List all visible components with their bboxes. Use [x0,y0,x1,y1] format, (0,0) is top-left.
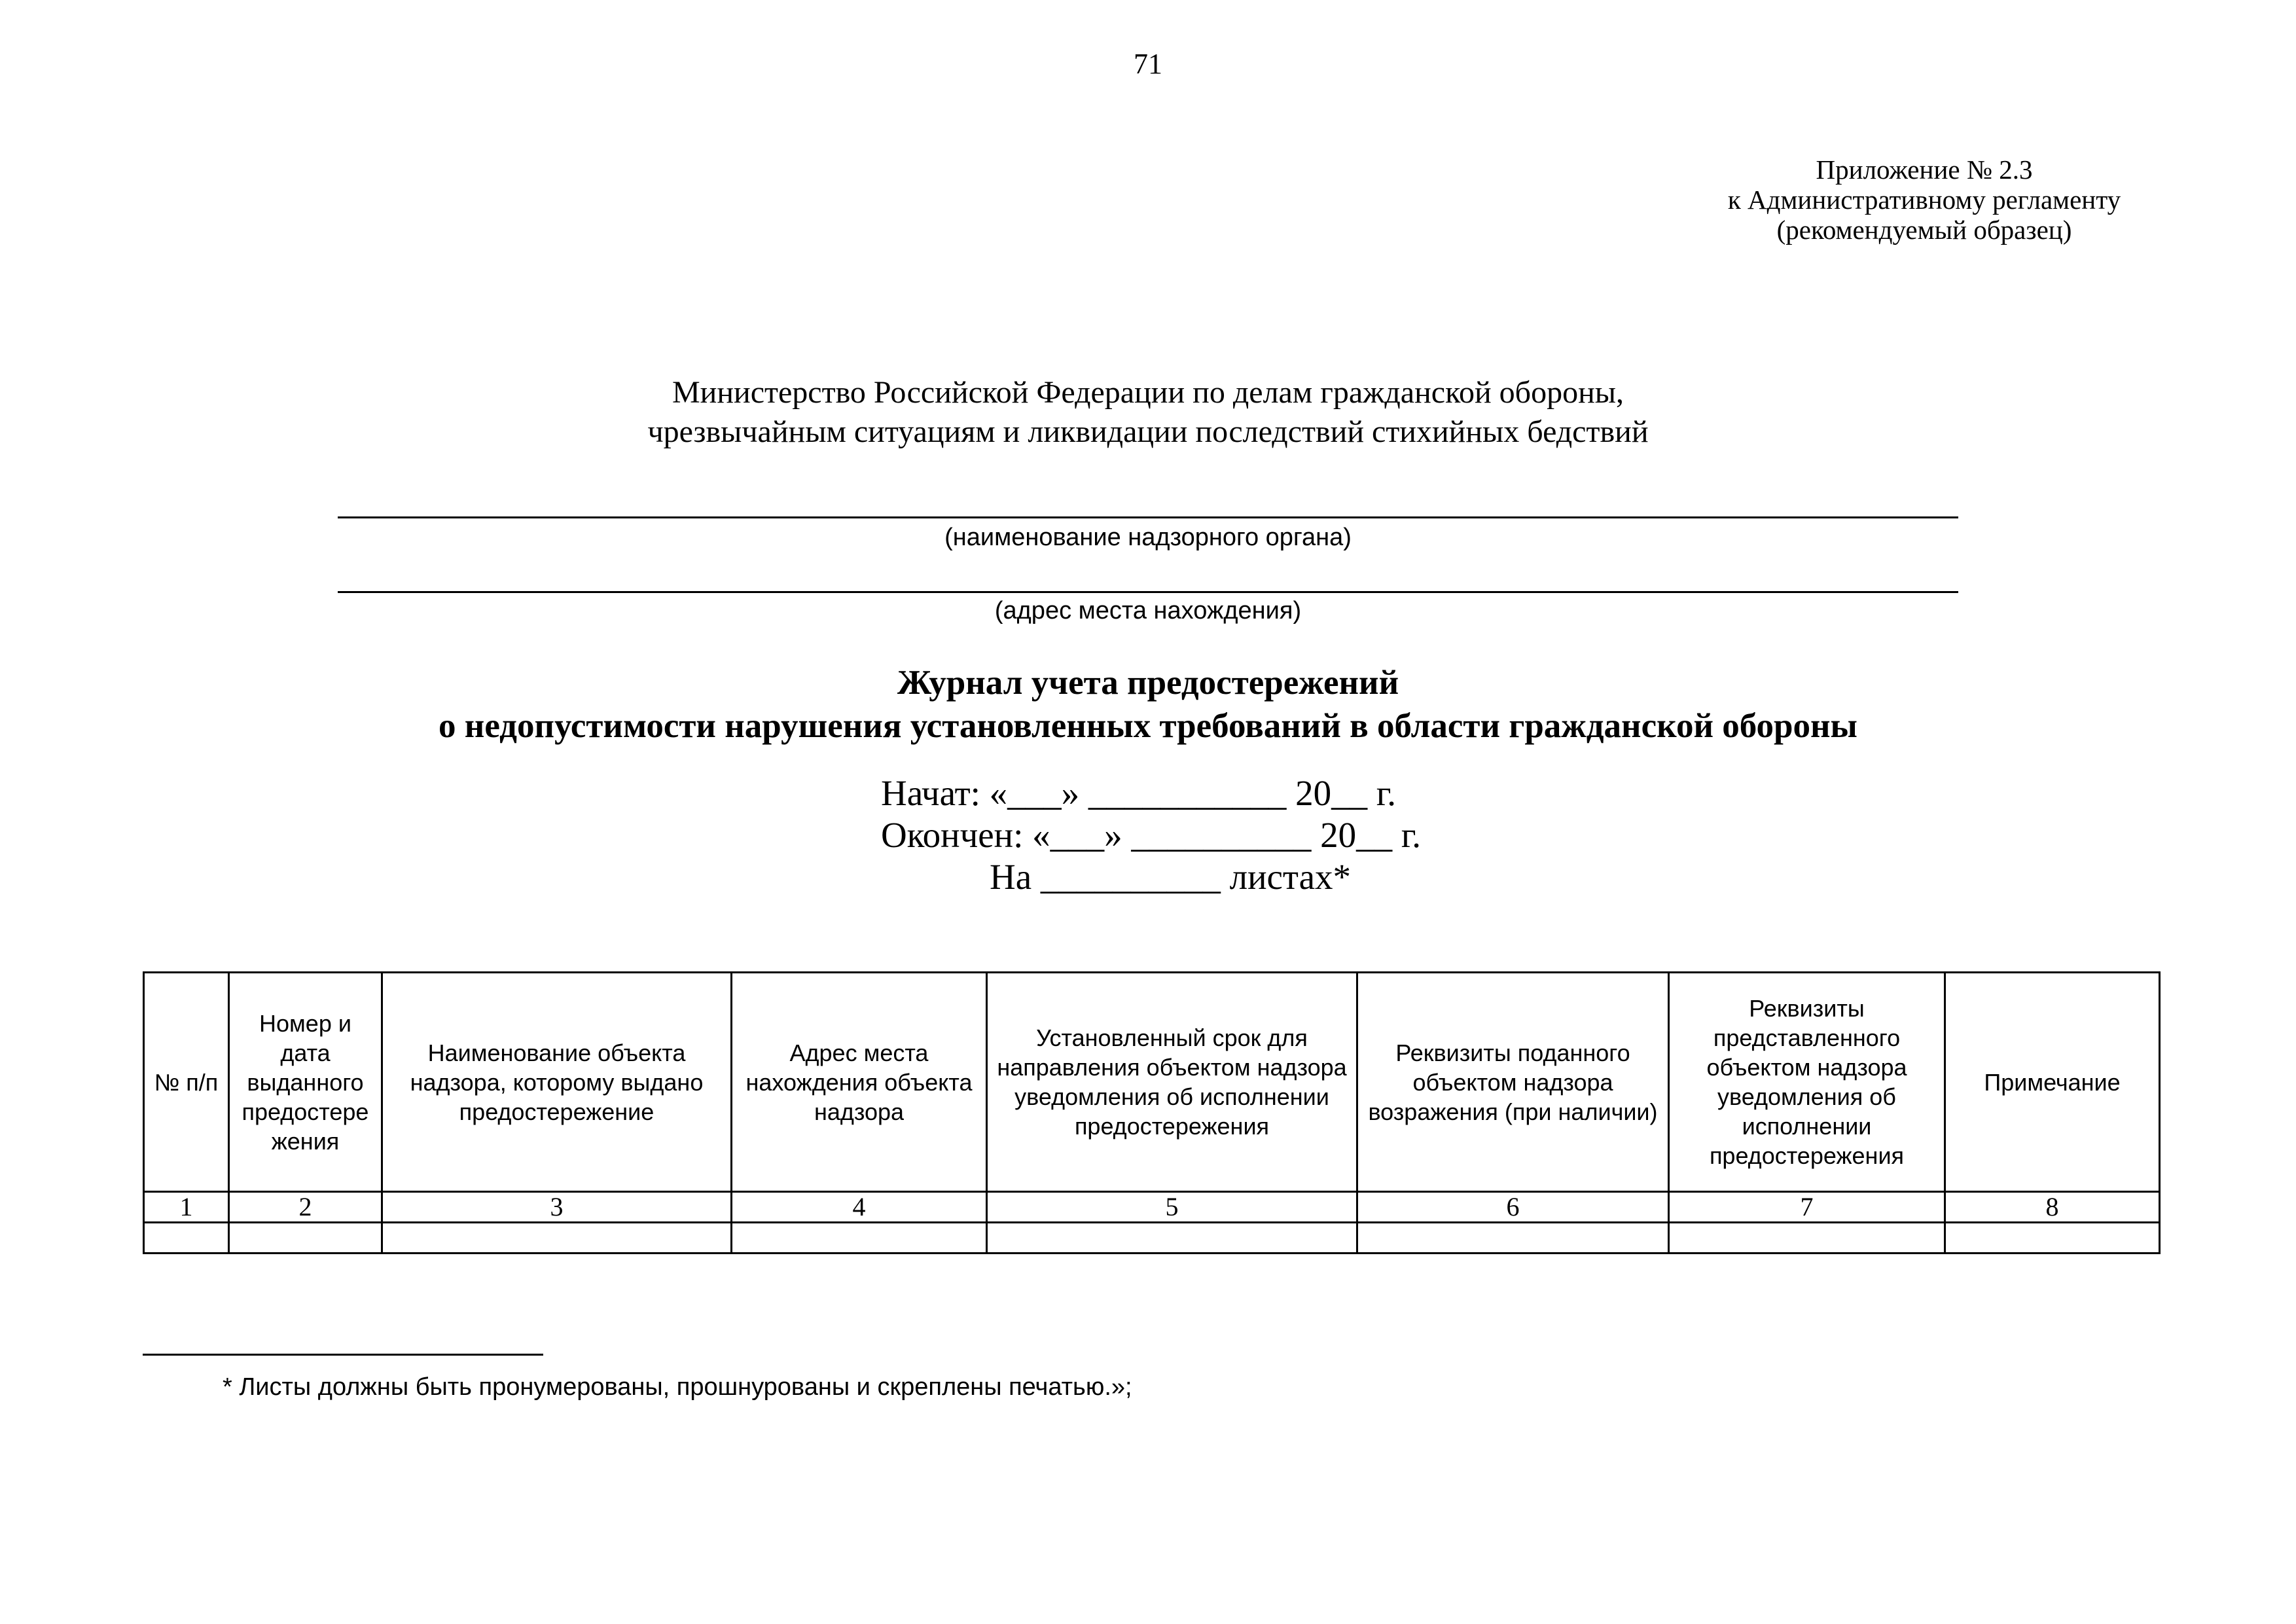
ministry-line-2: чрезвычайным ситуациям и ликвидации последствий стихийных бедствий [647,414,1649,449]
finished-date: Окончен: «___» __________ 20__ г. [881,815,1421,855]
authority-name-caption: (наименование надзорного органа) [944,524,1352,551]
journal-title [0,661,2296,748]
column-number: 2 [229,1192,382,1223]
journal-table [143,971,2161,1254]
footnote-separator [143,1354,543,1356]
column-number: 3 [382,1192,732,1223]
started-date: Начат: «___» ___________ 20__ г. [881,773,1396,813]
header-object-name: Наименование объекта надзора, которому выдано предостережение [382,973,732,1192]
journal-title-line-2: о недопустимости нарушения установленных требований в области гражданской обороны [439,707,1857,745]
table-row [144,1223,2160,1254]
empty-cell [732,1223,987,1254]
column-number: 5 [987,1192,1357,1223]
column-number: 6 [1357,1192,1669,1223]
address-caption: (адрес места нахождения) [994,597,1302,624]
table-header-row [144,973,2160,1192]
authority-name-line [338,516,1958,518]
empty-cell [144,1223,229,1254]
column-number: 7 [1669,1192,1945,1223]
ministry-heading [0,373,2296,452]
column-number-row [144,1192,2160,1223]
empty-cell [1669,1223,1945,1254]
header-objection-details: Реквизиты поданного объектом надзора возражения (при наличии) [1357,973,1669,1192]
appendix-number: Приложение № 2.3 [1816,154,2033,185]
empty-cell [987,1223,1357,1254]
column-number: 1 [144,1192,229,1223]
address-line [338,591,1958,593]
page-number: 71 [1134,48,1162,80]
ministry-line-1: Министерство Российской Федерации по делам гражданской обороны, [672,375,1624,410]
column-number: 4 [732,1192,987,1223]
header-note: Примечание [1945,973,2160,1192]
header-number: № п/п [144,973,229,1192]
sheets-count: На __________ листах* [990,857,1352,897]
journal-title-line-1: Журнал учета предостережений [897,664,1399,702]
appendix-reference: к Административному регламенту [1727,185,2121,215]
appendix-block [1636,154,2212,245]
empty-cell [1945,1223,2160,1254]
appendix-sample-note: (рекомендуемый образец) [1776,215,2072,245]
empty-cell [382,1223,732,1254]
column-number: 8 [1945,1192,2160,1223]
header-notification-details: Реквизиты представленного объектом надзора уведомления об исполнении предостережения [1669,973,1945,1192]
footnote: * Листы должны быть пронумерованы, прошнурованы и скреплены печатью.»; [223,1373,1132,1401]
header-deadline: Установленный срок для направления объектом надзора уведомления об исполнении предостережения [987,973,1357,1192]
header-warning-number-date: Номер и дата выданного предостере жения [229,973,382,1192]
header-object-address: Адрес места нахождения объекта надзора [732,973,987,1192]
empty-cell [229,1223,382,1254]
empty-cell [1357,1223,1669,1254]
